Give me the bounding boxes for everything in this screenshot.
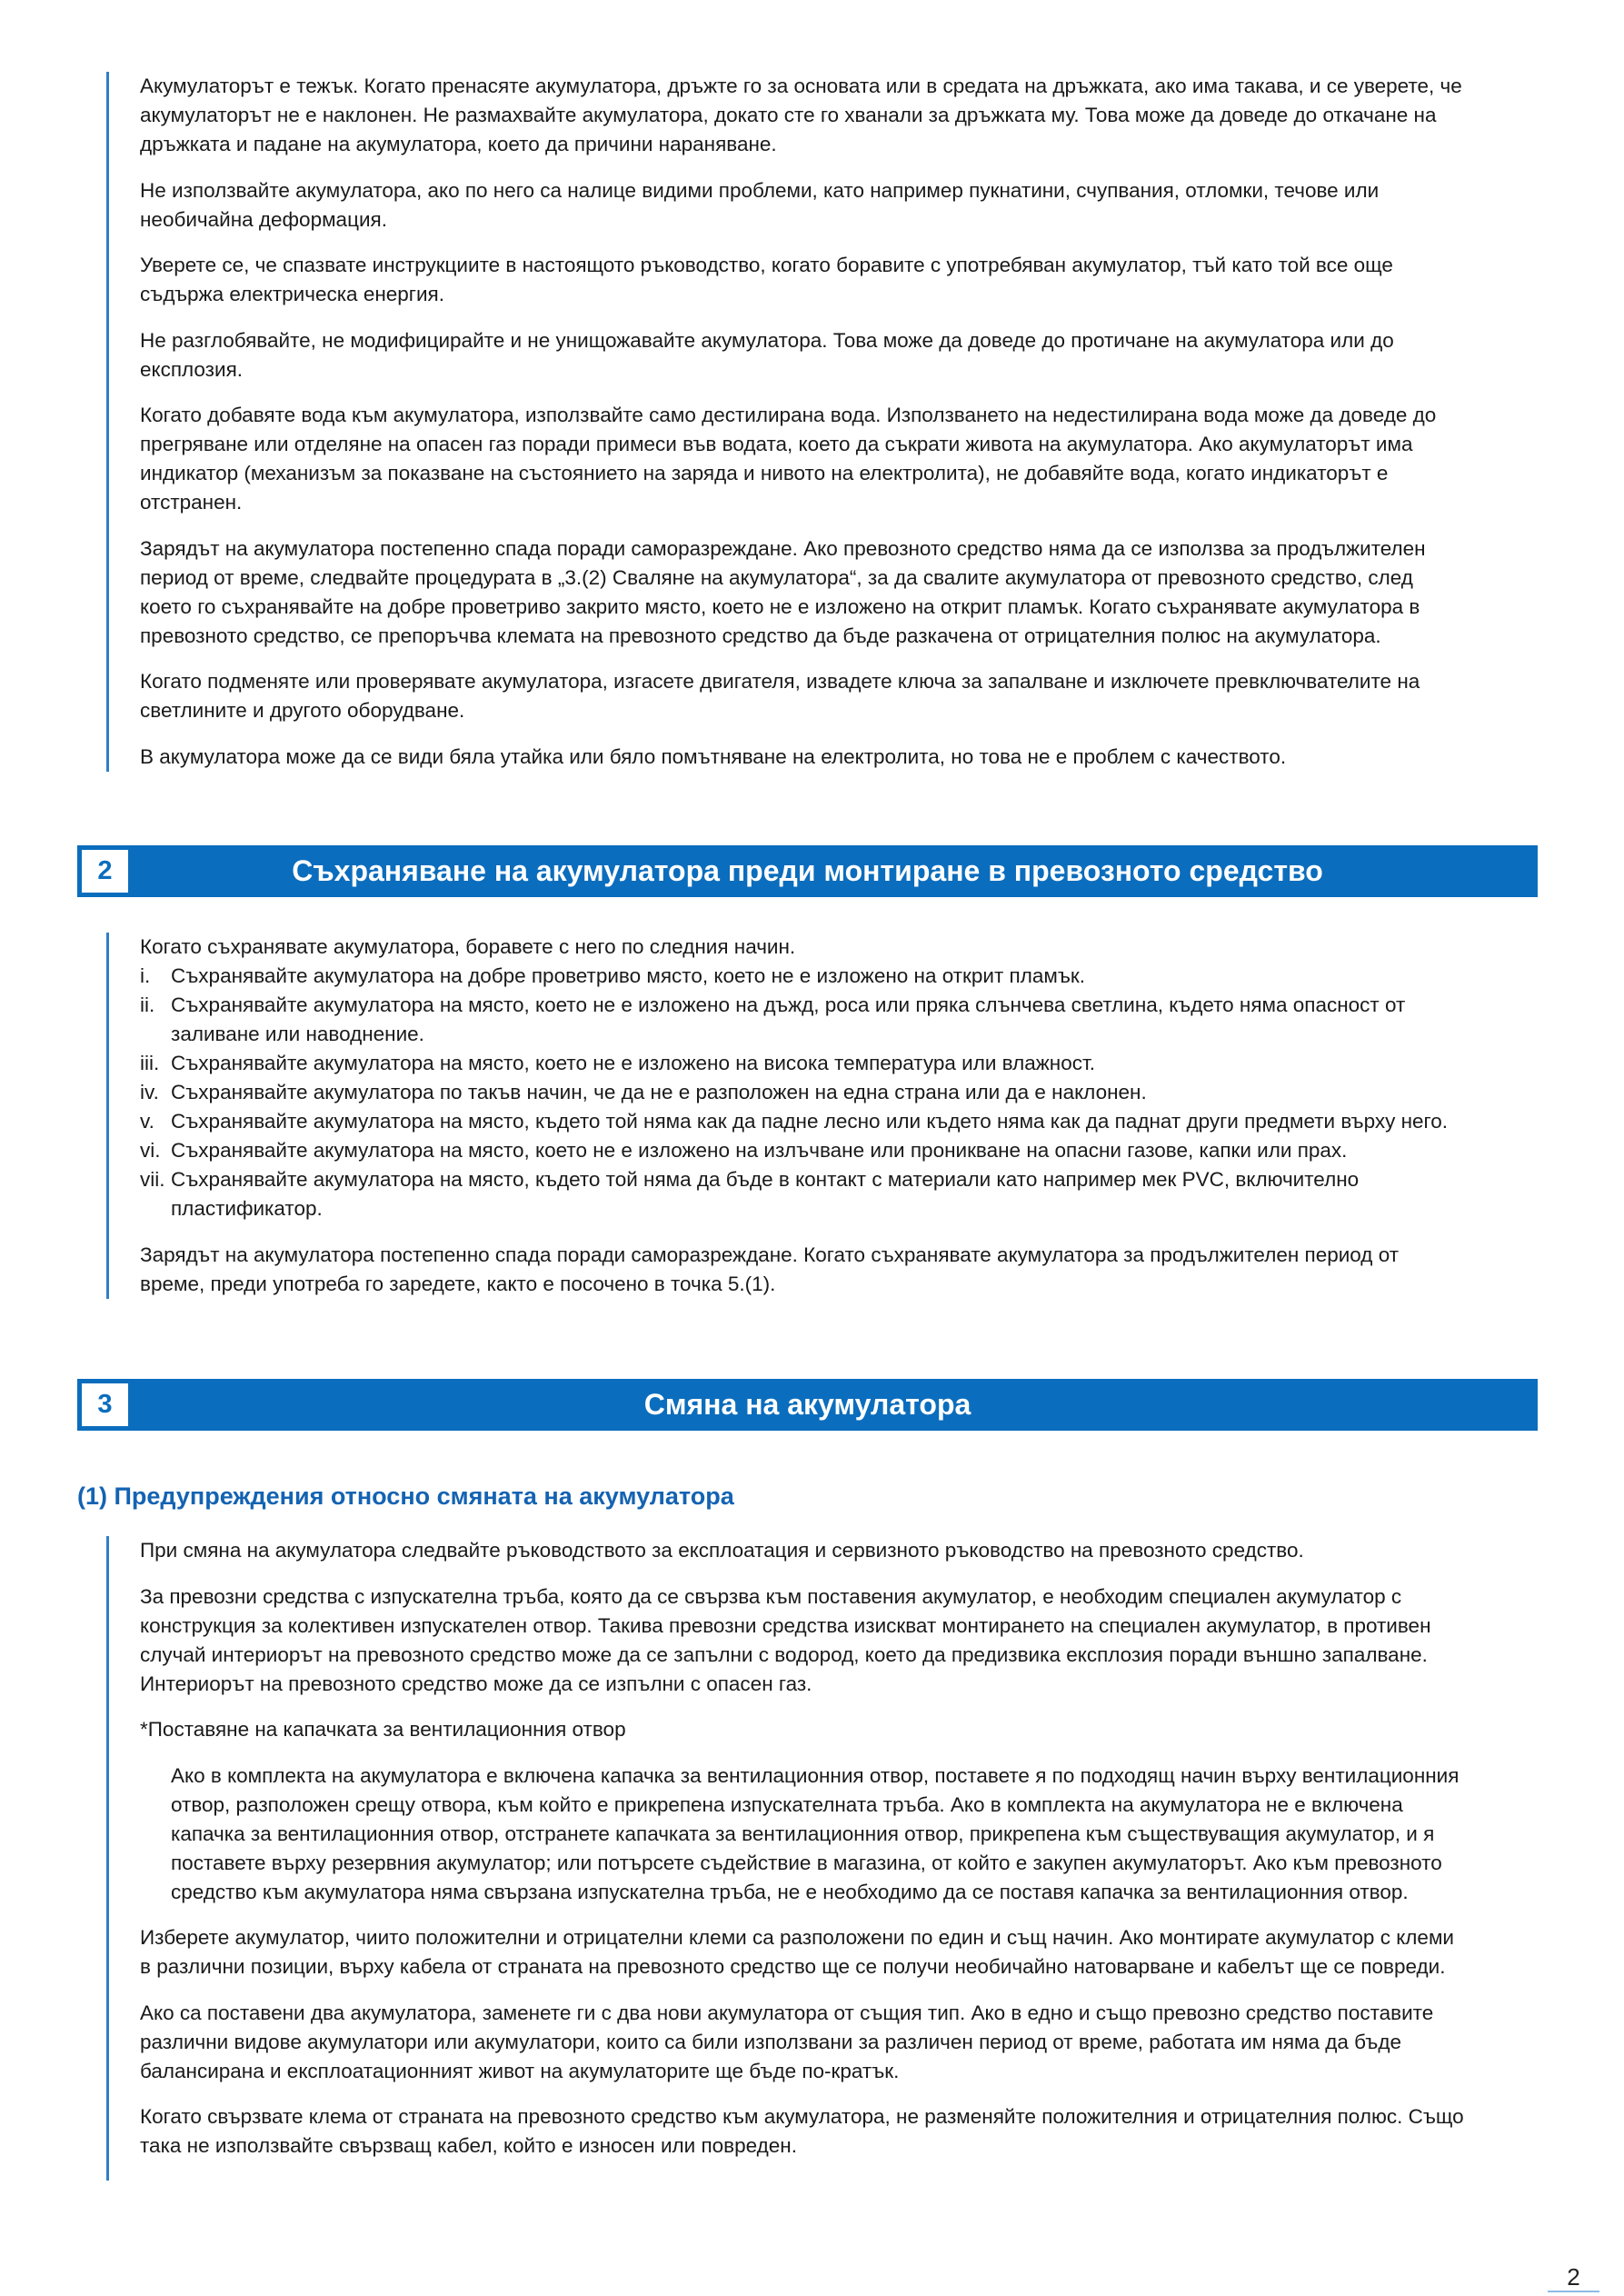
note-text: Ако в комплекта на акумулатора е включена капачка за вентилационния отвор, поставете я по подходящ начин върху вентилационния отвор, разположен срещу отвора, към който е прикрепена изпускателната тръба. Ако в комплекта на акумулатора не е включена капачка за вентилационния отвор, отстранете капачката за вентилационния отвор, прикрепена към съществуващия акумулатор, и я поставете върху резервния акумулатор; или потърсете съдействие в магазина, от който е закупен акумулаторът. Ако към превозното средство към акумулатора няма свързана изпускателна тръба, не е необходимо да се поставя капачка за вентилационния отвор.	[171, 1763, 1460, 1903]
vent-cap-note	[140, 1715, 1549, 1907]
section-number: 3	[82, 1383, 128, 1426]
note-title: *Поставяне на капачката за вентилационния отвор	[140, 1718, 626, 1741]
list-item-text: Съхранявайте акумулатора на място, където той няма как да падне лесно или където няма как да паднат други предмети върху него.	[171, 1110, 1449, 1133]
section-2-header	[77, 845, 1538, 897]
list-item	[140, 1107, 1549, 1136]
list-marker: i.	[140, 964, 151, 987]
list-item	[140, 1165, 1549, 1223]
paragraph: Когато подменяте или проверявате акумулатора, изгасете двигателя, извадете ключа за запалване и изключете превключвателите на светлините и другото оборудване.	[140, 670, 1420, 722]
list-marker: ii.	[140, 993, 155, 1016]
list-item	[140, 962, 1549, 991]
section-title: Съхраняване на акумулатора преди монтиране в превозното средство	[292, 854, 1323, 887]
paragraph: За превозни средства с изпускателна тръба, която да се свързва към поставения акумулатор, е необходим специален акумулатор с конструкция за колективен изпускателен отвор. Такива превозни средства изискват монтирането на специален акумулатор, в противен случай интериорът на превозното средство може да се запълни с водород, което да предизвика експлозия поради външно запалване. Интериорът на превозното средство може да се изпълни с опасен газ.	[140, 1584, 1431, 1695]
list-marker: v.	[140, 1110, 154, 1133]
subsection-heading: (1) Предупреждения относно смяната на акумулатора	[77, 1482, 734, 1510]
list-marker: vii.	[140, 1168, 165, 1191]
paragraph: Зарядът на акумулатора постепенно спада поради саморазреждане. Когато съхранявате акумулатора за продължителен период от време, преди употреба го заредете, както е посочено в точка 5.(1).	[140, 1243, 1400, 1295]
paragraph: Когато свързвате клема от страната на превозното средство към акумулатора, не разменяйте положителния и отрицателния полюс. Също така не използвайте свързващ кабел, който е износен или повреден.	[140, 2105, 1464, 2157]
paragraph: Не използвайте акумулатора, ако по него са налице видими проблеми, като например пукнатини, счупвания, отломки, течове или необичайна деформация.	[140, 178, 1380, 231]
list-item-text: Съхранявайте акумулатора на място, което не е изложено на висока температура или влажност.	[171, 1052, 1096, 1074]
paragraph: Когато добавяте вода към акумулатора, използвайте само дестилирана вода. Използването на недестилирана вода може да доведе до прегряване или отделяне на опасен газ поради примеси във водата, което да съкрати живота на акумулатора. Ако акумулаторът има индикатор (механизъм за показване на състоянието на заряда и нивото на електролита), не добавяйте вода, когато индикаторът е отстранен.	[140, 404, 1437, 514]
section-title: Смяна на акумулатора	[643, 1388, 971, 1421]
storage-list	[140, 962, 1549, 1223]
paragraph: Не разглобявайте, не модифицирайте и не унищожавайте акумулатора. Това може да доведе до протичане на акумулатора или до експлозия.	[140, 328, 1394, 381]
paragraph: Зарядът на акумулатора постепенно спада поради саморазреждане. Ако превозното средство няма да се използва за продължителен период от време, следвайте процедурата в „3.(2) Сваляне на акумулатора“, за да свалите акумулатора от превозното средство, след което го съхранявайте на добре проветриво закрито място, което не е изложено на открит пламък. Когато съхранявате акумулатора в превозното средство, се препоръчва клемата на превозното средство да бъде разкачена от отрицателния полюс на акумулатора.	[140, 536, 1426, 647]
list-item	[140, 1049, 1549, 1078]
section-number: 2	[82, 850, 128, 893]
storage-instructions-block	[106, 933, 1549, 1299]
paragraph: Акумулаторът е тежък. Когато пренасяте акумулатора, дръжте го за основата или в средата на дръжката, ако има такава, и се уверете, че акумулаторът не е наклонен. Не размахвайте акумулатора, докато сте го хванали за дръжката му. Това може да доведе до откачане на дръжката и падане на акумулатора, което да причини нараняване.	[140, 75, 1462, 155]
list-marker: iv.	[140, 1081, 159, 1103]
replacement-warnings-block	[106, 1536, 1549, 2181]
list-item-text: Съхранявайте акумулатора по такъв начин, че да не е разположен на една страна или да е наклонен.	[171, 1081, 1147, 1103]
list-marker: vi.	[140, 1139, 161, 1162]
paragraph: Ако са поставени два акумулатора, заменете ги с два нови акумулатора от същия тип. Ако в едно и също превозно средство поставите различни видове акумулатори или акумулатори, които са били използвани за различен период от време, работата им няма да бъде балансирана и експлоатационният живот на акумулаторите ще бъде по-кратък.	[140, 2001, 1434, 2082]
list-item	[140, 991, 1549, 1049]
list-item	[140, 1078, 1549, 1107]
paragraph: Когато съхранявате акумулатора, боравете с него по следния начин.	[140, 935, 796, 958]
list-item-text: Съхранявайте акумулатора на място, което не е изложено на излъчване или проникване на опасни газове, капки или прах.	[171, 1139, 1348, 1162]
section-3-header	[77, 1379, 1538, 1431]
battery-warnings-block	[106, 72, 1549, 772]
list-marker: iii.	[140, 1052, 160, 1074]
list-item-text: Съхранявайте акумулатора на място, което не е изложено на дъжд, роса или пряка слънчева светлина, където няма опасност от заливане или наводнение.	[171, 993, 1406, 1045]
list-item-text: Съхранявайте акумулатора на добре проветриво място, което не е изложено на открит пламък.	[171, 964, 1085, 987]
list-item-text: Съхранявайте акумулатора на място, където той няма да бъде в контакт с материали като например мек PVC, включително пластификатор.	[171, 1168, 1360, 1220]
paragraph: При смяна на акумулатора следвайте ръководството за експлоатация и сервизното ръководство на превозното средство.	[140, 1539, 1304, 1562]
page-number: 2	[1567, 2263, 1580, 2291]
paragraph: В акумулатора може да се види бяла утайка или бяло помътняване на електролита, но това не е проблем с качеството.	[140, 744, 1287, 768]
list-item	[140, 1136, 1549, 1165]
paragraph: Уверете се, че спазвате инструкциите в настоящото ръководство, когато боравите с употребяван акумулатор, тъй като той все още съдържа електрическа енергия.	[140, 254, 1393, 305]
footer-rule	[1548, 2291, 1599, 2292]
paragraph: Изберете акумулатор, чиито положителни и отрицателни клеми са разположени по един и същ начин. Ако монтирате акумулатор с клеми в различни позиции, върху кабела от страната на превозното средство ще се получи необичайно натоварване и кабелът ще се повреди.	[140, 1926, 1454, 1978]
